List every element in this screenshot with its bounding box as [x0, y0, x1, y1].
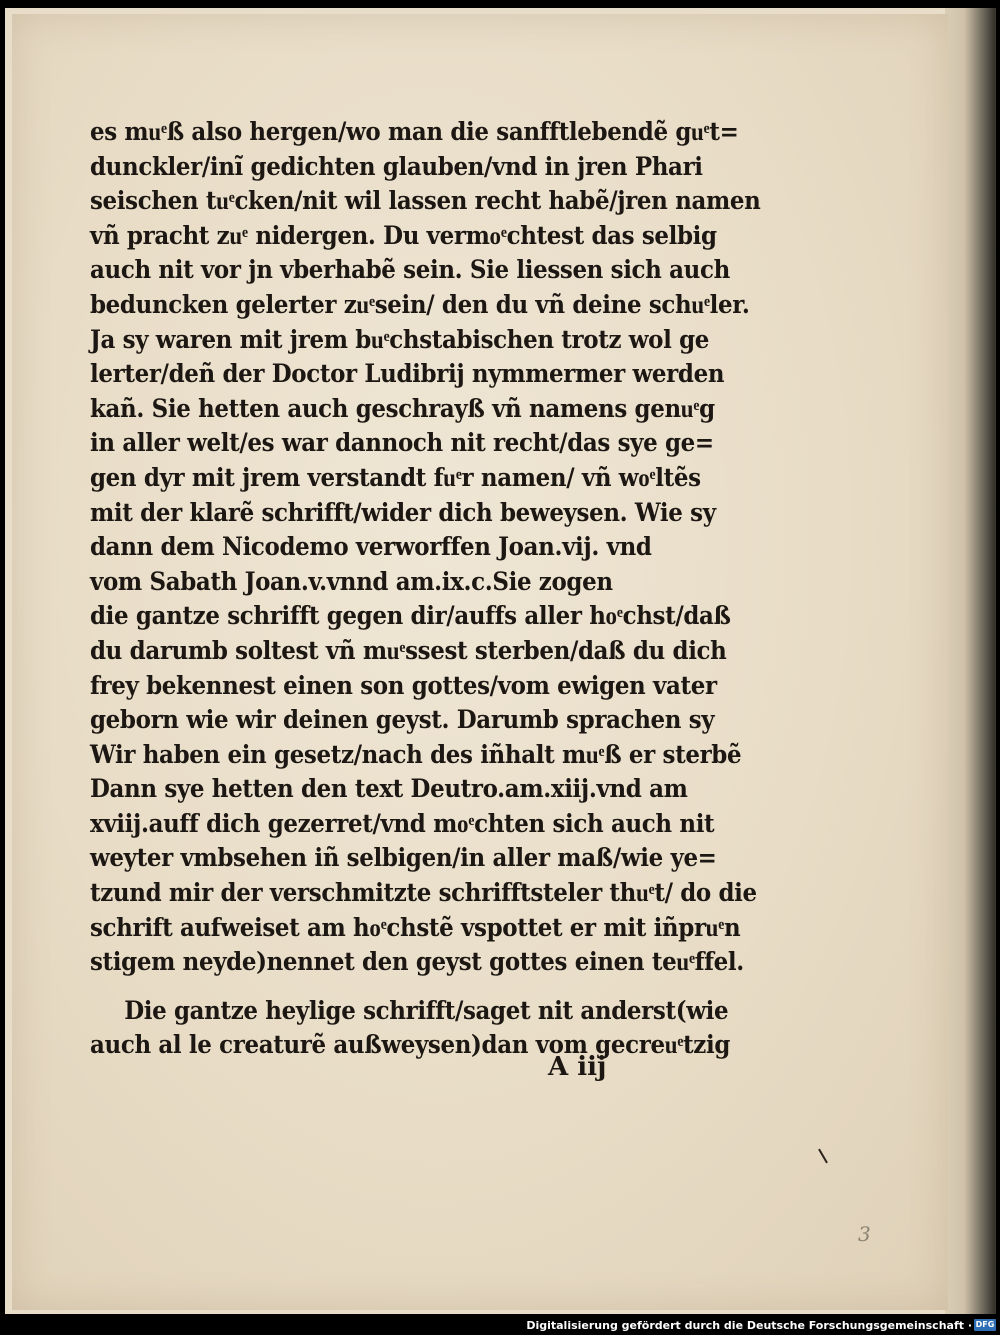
text-line: frey bekennest einen son gottes/vom ewigen vater: [90, 670, 717, 701]
text-line: stigem neyde)nennet den geyst gottes einen teuͤffel.: [90, 947, 744, 978]
text-line: xviij.auff dich gezerret/vnd moͤchten sich auch nit: [90, 808, 715, 839]
text-line: gen dyr mit jrem verstandt fuͤr namen/ vñ woͤltẽs: [90, 462, 701, 493]
text-line: beduncken gelerter zuͤsein/ den du vñ deine schuͤler.: [90, 289, 750, 320]
text-line: kañ. Sie hetten auch geschrayß vñ namens genuͤg: [90, 393, 715, 424]
text-line: lerter/deñ der Doctor Ludibrij nymmermer werden: [90, 359, 725, 390]
paragraph-2-line: Die gantze heylige schrifft/saget nit anderst(wie: [124, 995, 729, 1026]
text-line: Ja sy waren mit jrem buͤchstabischen trotz wol ge: [90, 324, 710, 355]
text-line: vom Sabath Joan.v.vnnd am.ix.c.Sie zogen: [90, 566, 613, 597]
text-line: in aller welt/es war dannoch nit recht/das sye ge=: [90, 428, 714, 459]
text-line: mit der klarẽ schrifft/wider dich beweysen. Wie sy: [90, 497, 716, 528]
text-line: geborn wie wir deinen geyst. Darumb sprachen sy: [90, 705, 715, 736]
paragraph-2-line: auch al le creaturẽ außweysen)dan vom gecreuͤtzig: [90, 1030, 731, 1061]
signature-mark: A iij: [548, 1052, 607, 1082]
text-line: Wir haben ein gesetz/nach des iñhalt muͤß er sterbẽ: [90, 739, 742, 770]
text-line: weyter vmbsehen iñ selbigen/in aller maß/wie ye=: [90, 843, 717, 874]
text-line: die gantze schrifft gegen dir/auffs aller hoͤchst/daß: [90, 601, 731, 632]
text-line: dann dem Nicodemo verworffen Joan.vij. vnd: [90, 532, 652, 563]
dfg-logo: DFG: [975, 1320, 995, 1329]
text-line: vñ pracht zuͤ nidergen. Du vermoͤchtest das selbig: [90, 220, 717, 251]
page-edge-shadow: [945, 8, 993, 1314]
text-line: dunckler/inĩ gedichten glauben/vnd in jren Phari: [90, 151, 703, 182]
digitization-credit: Digitalisierung gefördert durch die Deutsche Forschungsgemeinschaft ·: [526, 1319, 972, 1332]
text-line: seischen tuͤcken/nit wil lassen recht habẽ/jren namen: [90, 186, 761, 217]
text-line: es muͤß also hergen/wo man die sanfftlebendẽ guͤt=: [90, 117, 739, 147]
text-line: schrift aufweiset am hoͤchstẽ vspottet er mit iñpruͤn: [90, 912, 741, 943]
text-line: auch nit vor jn vberhabẽ sein. Sie liessen sich auch: [90, 255, 730, 286]
pencil-folio-number: 3: [858, 1222, 871, 1246]
page-text-block: [90, 115, 761, 1063]
text-line: Dann sye hetten den text Deutro.am.xiij.vnd am: [90, 774, 688, 805]
text-line: du darumb soltest vñ muͤssest sterben/daß du dich: [90, 635, 727, 666]
text-line: tzund mir der verschmitzte schrifftsteler thuͤt/ do die: [90, 878, 757, 909]
